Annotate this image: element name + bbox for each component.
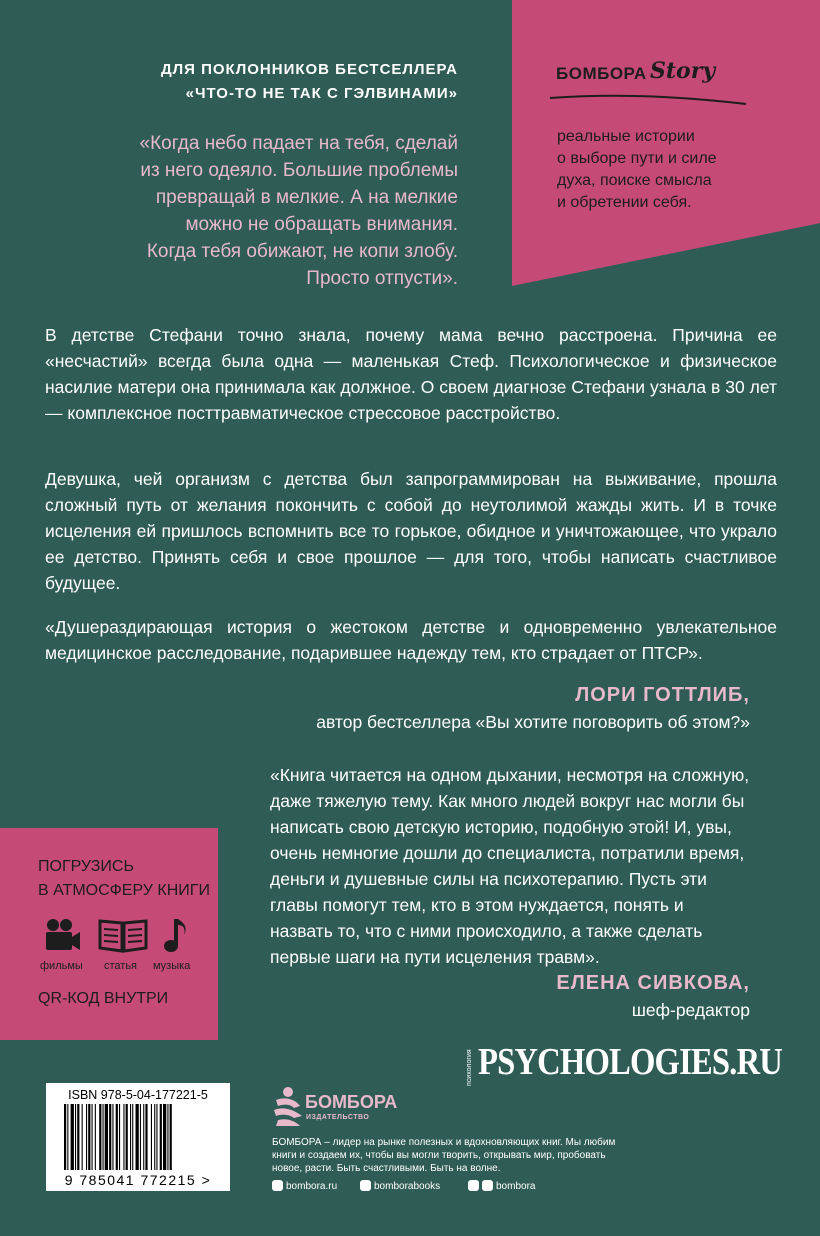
barcode-digits: 9 785041 772215 > xyxy=(64,1172,212,1188)
quote-line: превращай в мелкие. А на мелкие xyxy=(155,187,458,208)
qr-panel-title xyxy=(38,855,218,903)
review-quote-2: «Книга читается на одном дыхании, несмотря на сложную, даже тяжелую тему. Как много людей вокруг нас могли бы написать свою детскую историю, подобную этой! И, увы, очень немногие дошли до специалиста, потратили время, деньги и душевные силы на психотерапию. Пусть эти главы помогут тем, кто в этом нуждается, понять и назвать то, что с ними происходило, а также сделать первые шаги на пути исцеления травм». xyxy=(270,765,750,967)
isbn-label: ISBN 978-5-04-177221-5 xyxy=(68,1088,208,1102)
qr-inside-label: QR-КОД ВНУТРИ xyxy=(38,990,169,1007)
plus-icon xyxy=(468,1180,479,1191)
publisher-description: БОМБОРА – лидер на рынке полезных и вдохновляющих книг. Мы любим книги и создаем их, чтобы вы могли творить, открывать мир, пробовать новое, расти. Быть счастливыми. Быть на волне. xyxy=(272,1137,616,1174)
media-label-article: статья xyxy=(104,960,138,972)
quote-line: «Когда небо падает на тебя, сделай xyxy=(139,133,458,154)
vk-icon xyxy=(360,1180,371,1191)
social-messengers[interactable] xyxy=(468,1180,535,1192)
review-2-author-role: шеф-редактор xyxy=(631,1000,750,1020)
review-1-author-role: автор бестселлера «Вы хотите поговорить об этом?» xyxy=(316,712,750,732)
social-messengers-label: bombora xyxy=(496,1181,536,1192)
brand-tagline xyxy=(557,126,777,214)
bombora-story-logo xyxy=(548,58,758,108)
social-website-label: bombora.ru xyxy=(286,1181,338,1192)
description-paragraph-2: Девушка, чей организм с детства был запрограммирован на выживание, прошла сложный путь от желания покончить с собой до неутолимой жажды жить. И в точке исцеления ей пришлось вспомнить все то горькое, обидное и уничтожающее, что украло ее детство. Принять себя и свое прошлое — для того, чтобы написать счастливое будущее. xyxy=(45,469,777,593)
brand-word: БОМБОРА xyxy=(556,64,647,83)
review-1-author: ЛОРИ ГОТТЛИБ, xyxy=(575,684,750,706)
media-label-movies: фильмы xyxy=(40,960,83,972)
bombora-logo-icon xyxy=(272,1086,304,1128)
social-vk[interactable] xyxy=(360,1180,440,1192)
social-vk-label: bomborabooks xyxy=(374,1181,441,1192)
music-note-icon xyxy=(162,917,190,955)
caption-line: «ЧТО-ТО НЕ ТАК С ГЭЛВИНАМИ» xyxy=(185,85,458,102)
tagline-line: реальные истории xyxy=(557,128,695,145)
book-icon xyxy=(98,917,148,953)
social-website[interactable] xyxy=(272,1180,337,1192)
quote-line: из него одеяло. Большие проблемы xyxy=(140,160,458,181)
tagline-line: духа, поиске смысла xyxy=(557,172,712,189)
publisher-name: БОМБОРА xyxy=(305,1092,398,1112)
psychologies-logo: PSYCHOLOGIES.RU xyxy=(478,1041,782,1083)
media-label-music: музыка xyxy=(153,960,191,972)
tagline-line: о выборе пути и силе xyxy=(557,150,717,167)
barcode-bars xyxy=(62,1104,214,1172)
publisher-subtitle: ИЗДАТЕЛЬСТВО xyxy=(306,1114,370,1121)
quote-line: Просто отпусти». xyxy=(306,268,458,289)
brand-story: Story xyxy=(650,58,716,84)
review-quote-1: «Душераздирающая история о жестоком детстве и одновременно увлекательное медицинское расследование, подарившее надежду тем, кто страдает от ПТСР». xyxy=(45,617,777,663)
epigraph-quote xyxy=(58,130,458,292)
quote-line: Когда тебя обижают, не копи злобу. xyxy=(146,241,458,262)
caption-line: ДЛЯ ПОКЛОННИКОВ БЕСТСЕЛЛЕРА xyxy=(160,61,458,78)
qr-title-line: ПОГРУЗИСЬ xyxy=(38,858,134,875)
tagline-line: и обретении себя. xyxy=(557,194,692,211)
brand-underline xyxy=(548,92,748,106)
web-icon xyxy=(272,1180,283,1191)
qr-title-line: В АТМОСФЕРУ КНИГИ xyxy=(38,882,210,899)
bestseller-caption xyxy=(18,58,458,106)
telegram-icon xyxy=(482,1180,493,1191)
review-2-author: ЕЛЕНА СИВКОВА, xyxy=(556,972,750,994)
description-paragraph-1: В детстве Стефани точно знала, почему мама вечно расстроена. Причина ее «несчастий» всегда была одна — маленькая Стеф. Психологическое и физическое насилие матери она принимала как должное. О своем диагнозе Стефани узнала в 30 лет — комплексное посттравматическое стрессовое расстройство. xyxy=(45,325,777,423)
movie-camera-icon xyxy=(44,917,82,953)
psychologies-small-label: психология xyxy=(466,1049,473,1086)
quote-line: можно не обращать внимания. xyxy=(185,214,458,235)
